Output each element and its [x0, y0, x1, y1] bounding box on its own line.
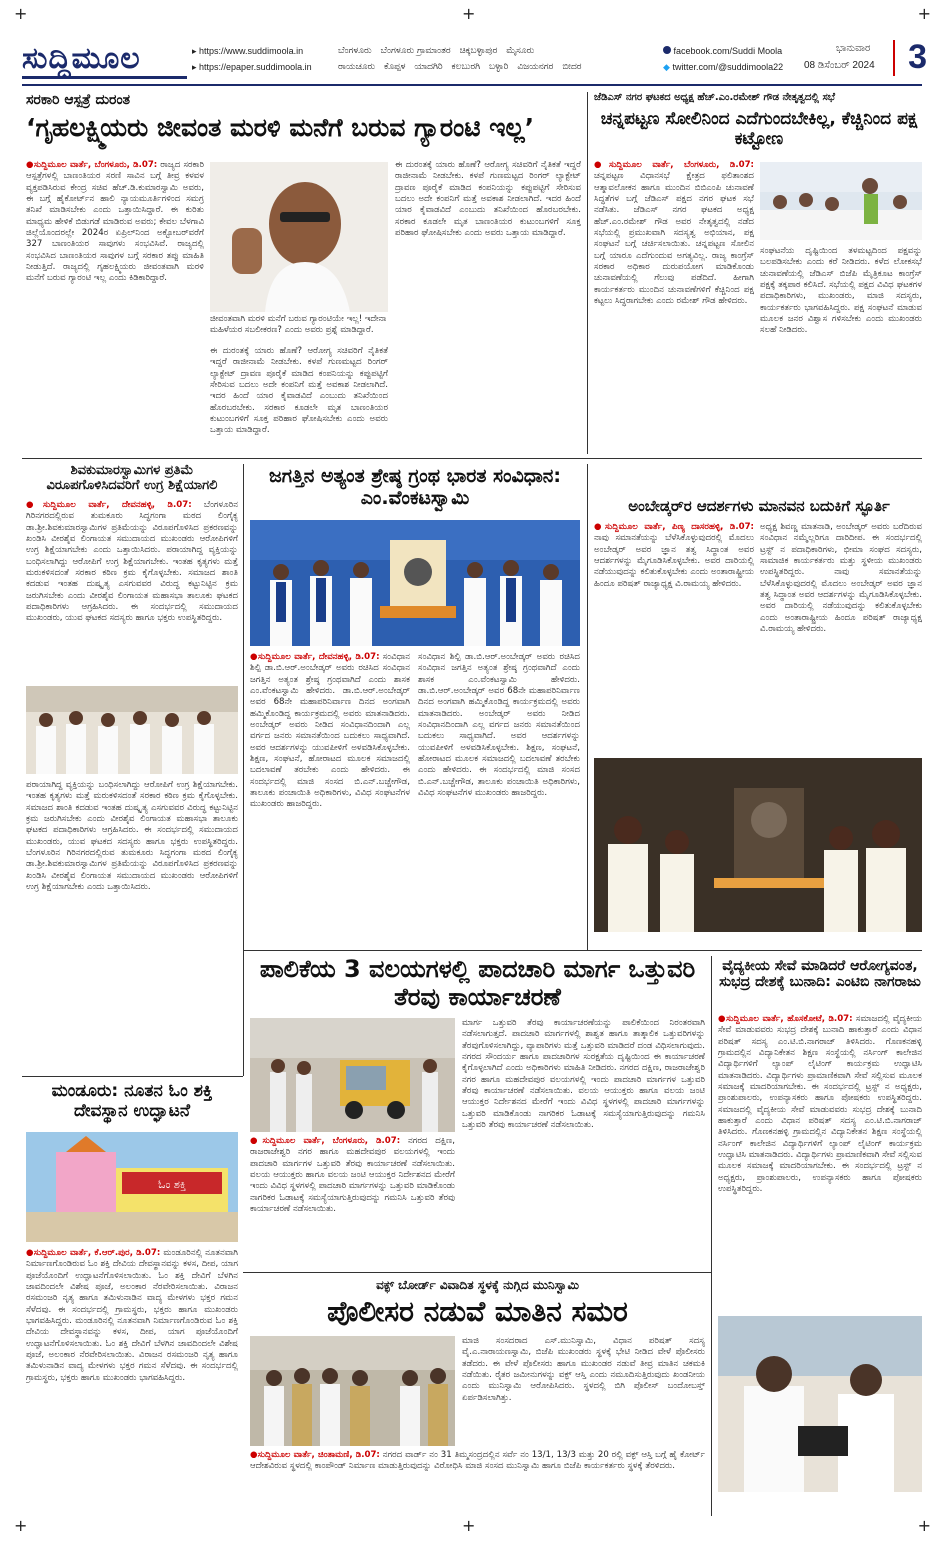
- temple-sign: ಓಂ ಶಕ್ತಿ: [158, 1178, 186, 1191]
- registration-mark-top-left: +: [14, 4, 28, 23]
- story6-body-right: ಮಾರ್ಗ ಒತ್ತುವರಿ ತೆರವು ಕಾರ್ಯಾಚರಣೆಯನ್ನು ಪಾಲಿಕೆಯಿಂದ ನಿರಂತರವಾಗಿ ನಡೆಸಲಾಗುತ್ತದೆ. ಪಾದಚಾರಿ ಮಾರ್ಗಗಳಲ್ಲಿ ಶಾಶ್ವತ ಹಾಗೂ ತಾತ್ಕಾಲಿಕ ಒತ್ತುವರಿಗಳನ್ನು ತೆರವುಗೊಳಿಸಲಾಗಿದ್ದು, ವ್ಯಾಪಾರಿಗಳು ಮತ್ತೆ ಒತ್ತುವರಿ ಮಾಡಿದರೆ ದಂಡ ವಿಧಿಸಲಾಗುವುದು. ನಗರದ ಸೌಂದರ್ಯ ಹಾಗೂ ಪಾದಚಾರಿಗಳ ಸುರಕ್ಷತೆಯ ದೃಷ್ಟಿಯಿಂದ ಈ ಕಾರ್ಯಾಚರಣೆ ಕೈಗೊಳ್ಳಲಾಗಿದೆ ಎಂದು ಅಧಿಕಾರಿಗಳು ಮಾಹಿತಿ ನೀಡಿದರು. ನಗರದ ದಕ್ಷಿಣ, ರಾಜರಾಜೇಶ್ವರಿ ನಗರ ಹಾಗೂ ಮಹದೇವಪುರ ವಲಯಗಳಲ್ಲಿ ಇಂದು ಪಾದಚಾರಿ ಮಾರ್ಗಗಳ ಒತ್ತುವರಿ ತೆರವು ಕಾರ್ಯಾಚರಣೆ ನಡೆಸಲಾಯಿತು. ವಲಯ ಆಯುಕ್ತರು ಹಾಗೂ ವಲಯ ಜಂಟಿ ಆಯುಕ್ತರ ನಿರ್ದೇಶನದ ಮೇರೆಗೆ ಇಂದು ವಿವಿಧ ಸ್ಥಳಗಳಲ್ಲಿ ಪಾದಚಾರಿ ಮಾರ್ಗಗಳನ್ನು ಒತ್ತುವರಿ ಮಾಡಿಕೊಂಡು ನಾಗರಿಕರ ಓಡಾಟಕ್ಕೆ ಸಮಸ್ಯೆಯಾಗುತ್ತಿರುವುದನ್ನು ಗಮನಿಸಿ ಒತ್ತುವರಿ ತೆರವು ಕಾರ್ಯಾಚರಣೆ ನಡೆಸಲಾಯಿತು.: [462, 1018, 705, 1131]
- story2-body-right: ಸಂಘಟನೆಯ ದೃಷ್ಟಿಯಿಂದ ತಳಮಟ್ಟದಿಂದ ಪಕ್ಷವನ್ನು ಬಲಪಡಿಸಬೇಕು ಎಂದು ಕರೆ ನೀಡಿದರು. ಕಳೆದ ಲೋಕಸಭೆ ಚುನಾವಣೆಯಲ್ಲಿ ಜೆಡಿಎಸ್ ಬಿಜೆಪಿ ಮೈತ್ರಿಕೂಟ ಕಾಂಗ್ರೆಸ್ ಪಕ್ಷಕ್ಕೆ ತಕ್ಕಪಾಠ ಕಲಿಸಿದೆ. ಸಭೆಯಲ್ಲಿ ಪಕ್ಷದ ವಿವಿಧ ಘಟಕಗಳ ಪದಾಧಿಕಾರಿಗಳು, ಮುಖಂಡರು, ಮಾಜಿ ಸದಸ್ಯರು, ಕಾರ್ಯಕರ್ತರು ಭಾಗವಹಿಸಿದ್ದರು. ಪಕ್ಷ ಸಂಘಟನೆ ಮಾಡುವ ಮೂಲಕ ಜನರ ವಿಶ್ವಾಸ ಗಳಿಸಬೇಕು ಎಂದು ಮುಖಂಡರು ಸಲಹೆ ನೀಡಿದರು.: [760, 246, 922, 336]
- story8-headline: ಮಂಡೂರು: ನೂತನ ಓಂ ಶಕ್ತಿ ದೇವಸ್ಥಾನ ಉದ್ಘಾಟನೆ: [51, 1081, 213, 1121]
- story2-photo-meeting: [760, 162, 922, 240]
- story5-photo-tribute: [594, 758, 922, 932]
- story2-headline: ಚನ್ನಪಟ್ಟಣ ಸೋಲಿನಿಂದ ಎದೆಗುಂದಬೇಕಿಲ್ಲ, ಕೆಚ್ಚಿನಿಂದ ಪಕ್ಷ ಕಟ್ಟೋಣ: [600, 109, 918, 149]
- registration-mark-top-right: +: [917, 4, 931, 23]
- story4-body-left: ●ಸುದ್ದಿಮೂಲ ವಾರ್ತೆ, ದೇವನಹಳ್ಳಿ, ಡಿ.07: ಸಂವಿಧಾನ ಶಿಲ್ಪಿ ಡಾ.ಬಿ.ಆರ್.ಅಂಬೇಡ್ಕರ್ ಅವರು ರಚಿಸಿದ ಸಂವಿಧಾನ ಜಗತ್ತಿನ ಅತ್ಯಂತ ಶ್ರೇಷ್ಠ ಗ್ರಂಥವಾಗಿದೆ ಎಂದು ಶಾಸಕ ಎಂ.ವೆಂಕಟಸ್ವಾಮಿ ಹೇಳಿದರು. ಡಾ.ಬಿ.ಆರ್.ಅಂಬೇಡ್ಕರ್ ಅವರ 68ನೇ ಮಹಾಪರಿನಿರ್ವಾಣ ದಿನದ ಅಂಗವಾಗಿ ಹಮ್ಮಿಕೊಂಡಿದ್ದ ಕಾರ್ಯಕ್ರಮದಲ್ಲಿ ಅವರು ಮಾತನಾಡಿದರು. ಅಂಬೇಡ್ಕರ್ ಅವರು ನೀಡಿದ ಸಂವಿಧಾನದಿಂದಾಗಿ ಎಲ್ಲ ವರ್ಗದ ಜನರು ಸಮಾನತೆಯಿಂದ ಬದುಕಲು ಸಾಧ್ಯವಾಗಿದೆ. ಅವರ ಆದರ್ಶಗಳನ್ನು ಯುವಪೀಳಿಗೆ ಅಳವಡಿಸಿಕೊಳ್ಳಬೇಕು. ಶಿಕ್ಷಣ, ಸಂಘಟನೆ, ಹೋರಾಟದ ಮೂಲಕ ಸಮಾಜದಲ್ಲಿ ಬದಲಾವಣೆ ತರಬೇಕು ಎಂದು ಹೇಳಿದರು. ಈ ಸಂದರ್ಭದಲ್ಲಿ ಮಾಜಿ ಸಂಸದ ಬಿ.ಎನ್.ಬಚ್ಚೇಗೌಡ, ತಾಲೂಕು ಪಂಚಾಯಿತಿ ಅಧಿಕಾರಿಗಳು, ವಿವಿಧ ಸಂಘಟನೆಗಳ ಮುಖಂಡರು ಹಾಜರಿದ್ದರು.: [250, 652, 410, 810]
- story7-headline: ವೈದ್ಯಕೀಯ ಸೇವೆ ಮಾಡಿದರೆ ಆರೋಗ್ಯವಂತ, ಸುಭದ್ರ ದೇಶಕ್ಕೆ ಬುನಾದಿ: ಎಂಟಿಬಿ ನಾಗರಾಜು: [719, 958, 921, 991]
- story8-body: ●ಸುದ್ದಿಮೂಲ ವಾರ್ತೆ, ಕೆ.ಆರ್.ಪುರ, ಡಿ.07: ಮಂಡೂರಿನಲ್ಲಿ ನೂತನವಾಗಿ ನಿರ್ಮಾಣಗೊಂಡಿರುವ ಓಂ ಶಕ್ತಿ ದೇವಿಯ ದೇವಸ್ಥಾನವನ್ನು ಕಳಸ, ದೀಪ, ಯಾಗ ಪೂಜೆಯೊಂದಿಗೆ ಉದ್ಘಾಟನೆಗೊಳಿಸಲಾಯಿತು. ಓಂ ಶಕ್ತಿ ದೇವಿಗೆ ಬೆಳಗಿನ ಜಾವದಿಂದಲೇ ವಿಶೇಷ ಪೂಜೆ, ಅಲಂಕಾರ ನೆರವೇರಿಸಲಾಯಿತು. ವಿರಾಜನ ರಸಮಂಜರಿ ನೃತ್ಯ ಹಾಗೂ ತಮಿಳುನಾಡಿನ ವಾದ್ಯ ಮೇಳಗಳು ಭಕ್ತರ ಗಮನ ಸೆಳೆದವು. ಈ ಸಂದರ್ಭದಲ್ಲಿ ಗ್ರಾಮಸ್ಥರು, ಭಕ್ತರು ಹಾಗೂ ಮುಖಂಡರು ಭಾಗವಹಿಸಿದ್ದರು. ಮಂಡೂರಿನಲ್ಲಿ ನೂತನವಾಗಿ ನಿರ್ಮಾಣಗೊಂಡಿರುವ ಓಂ ಶಕ್ತಿ ದೇವಿಯ ದೇವಸ್ಥಾನವನ್ನು ಕಳಸ, ದೀಪ, ಯಾಗ ಪೂಜೆಯೊಂದಿಗೆ ಉದ್ಘಾಟನೆಗೊಳಿಸಲಾಯಿತು. ಓಂ ಶಕ್ತಿ ದೇವಿಗೆ ಬೆಳಗಿನ ಜಾವದಿಂದಲೇ ವಿಶೇಷ ಪೂಜೆ, ಅಲಂಕಾರ ನೆರವೇರಿಸಲಾಯಿತು. ವಿರಾಜನ ರಸಮಂಜರಿ ನೃತ್ಯ ಹಾಗೂ ತಮಿಳುನಾಡಿನ ವಾದ್ಯ ಮೇಳಗಳು ಭಕ್ತರ ಗಮನ ಸೆಳೆದವು. ಈ ಸಂದರ್ಭದಲ್ಲಿ ಗ್ರಾಮಸ್ಥರು, ಭಕ್ತರು ಹಾಗೂ ಮುಖಂಡರು ಭಾಗವಹಿಸಿದ್ದರು.: [26, 1248, 238, 1383]
- story8-photo-temple: [26, 1132, 238, 1242]
- page-number-divider: [893, 40, 895, 76]
- story5-body-right: ಅಧ್ಯಕ್ಷ ಶಿವಣ್ಣ ಮಾತನಾಡಿ, ಅಂಬೇಡ್ಕರ್ ಅವರು ಬರೆದಿರುವ ಸಂವಿಧಾನ ನಮ್ಮೆಲ್ಲರಿಗೂ ದಾರಿದೀಪ. ಈ ಸಂದರ್ಭದಲ್ಲಿ ಟ್ರಸ್ಟ್ ನ ಪದಾಧಿಕಾರಿಗಳು, ಭೀಮಾ ಸಂಘದ ಸದಸ್ಯರು, ಸಾಮಾಜಿಕ ಕಾರ್ಯಕರ್ತರು ಮತ್ತು ಸ್ಥಳೀಯ ಮುಖಂಡರು ಉಪಸ್ಥಿತರಿದ್ದರು. ನಾವು ಸಮಾನತೆಯನ್ನು ಬೆಳೆಸಿಕೊಳ್ಳುವುದರಲ್ಲಿ ಮೊದಲು ಅಂಬೇಡ್ಕರ್ ಅವರ ಜ್ಞಾನ ತತ್ವ ಸಿದ್ಧಾಂತ ಅವರ ಆದರ್ಶಗಳನ್ನು ಮೈಗೂಡಿಸಿಕೊಳ್ಳಬೇಕು. ಅವರ ದಾರಿಯಲ್ಲಿ ನಡೆಯುವುದನ್ನು ಕಲಿತುಕೊಳ್ಳಬೇಕು ಎಂದು ಅಂತಾರಾಷ್ಟ್ರೀಯ ಹಿಂದೂ ಪರಿಷತ್ ರಾಜ್ಯಾಧ್ಯಕ್ಷ ವಿ.ರಾಮಯ್ಯ ಹೇಳಿದರು.: [760, 522, 922, 635]
- nav-item[interactable]: ಮೈಸೂರು: [506, 46, 535, 56]
- story1-dateline: ●ಸುದ್ದಿಮೂಲ ವಾರ್ತೆ, ಬೆಂಗಳೂರು, ಡಿ.07:: [26, 160, 158, 170]
- nav-item[interactable]: ಬೆಂಗಳೂರು ಗ್ರಾಮಾಂತರ: [380, 46, 451, 56]
- nav-item[interactable]: ಬಳ್ಳಾರಿ: [488, 62, 509, 72]
- nav-item[interactable]: ಚಿಕ್ಕಬಳ್ಳಾಪುರ: [459, 46, 498, 56]
- story1-caption: ಜೀವಂತವಾಗಿ ಮರಳಿ ಮನೆಗೆ ಬರುವ ಗ್ಯಾರಂಟಿಯೇ ಇಲ್ಲ! ಇದೇನಾ ಮಹಿಳೆಯರ ಸಬಲೀಕರಣ? ಎಂದು ಅವರು ಪ್ರಶ್ನೆ ಮಾಡಿದ್ದಾರೆ.: [210, 314, 387, 336]
- story6-photo-clearance: [250, 1018, 455, 1132]
- column-rule: [243, 464, 244, 1076]
- story9-kicker: ವಕ್ಫ್ ಬೋರ್ಡ್ ವಿವಾದಿತ ಸ್ಥಳಕ್ಕೆ ನುಗ್ಗಿದ ಮುನಿಸ್ವಾಮಿ: [376, 1278, 579, 1292]
- district-nav-row2: [338, 62, 588, 72]
- story1-photo-politician: [210, 162, 388, 312]
- twitter-icon: ◆: [663, 62, 670, 72]
- nav-item[interactable]: ಕಲಬುರಗಿ: [451, 62, 481, 72]
- issue-date: 08 ಡಿಸೆಂಬರ್ 2024: [804, 60, 875, 71]
- registration-mark-bottom-center: +: [462, 1516, 476, 1535]
- story6-body-left: ●ಸುದ್ದಿಮೂಲ ವಾರ್ತೆ, ಬೆಂಗಳೂರು, ಡಿ.07: ನಗರದ ದಕ್ಷಿಣ, ರಾಜರಾಜೇಶ್ವರಿ ನಗರ ಹಾಗೂ ಮಹದೇವಪುರ ವಲಯಗಳಲ್ಲಿ ಇಂದು ಪಾದಚಾರಿ ಮಾರ್ಗಗಳ ಒತ್ತುವರಿ ತೆರವು ಕಾರ್ಯಾಚರಣೆ ನಡೆಸಲಾಯಿತು. ವಲಯ ಆಯುಕ್ತರು ಹಾಗೂ ವಲಯ ಜಂಟಿ ಆಯುಕ್ತರ ನಿರ್ದೇಶನದ ಮೇರೆಗೆ ಇಂದು ವಿವಿಧ ಸ್ಥಳಗಳಲ್ಲಿ ಪಾದಚಾರಿ ಮಾರ್ಗಗಳನ್ನು ಒತ್ತುವರಿ ಮಾಡಿಕೊಂಡು ನಾಗರಿಕರ ಓಡಾಟಕ್ಕೆ ಸಮಸ್ಯೆಯಾಗುತ್ತಿರುವುದನ್ನು ಗಮನಿಸಿ ಒತ್ತುವರಿ ತೆರವು ಕಾರ್ಯಾಚರಣೆ ನಡೆಸಲಾಯಿತು.: [250, 1136, 455, 1215]
- district-nav-row1: [338, 46, 540, 56]
- story1-body-left: [26, 160, 204, 450]
- twitter-link[interactable]: ◆ twitter.com/@suddimoola22: [663, 62, 784, 72]
- story9-body-right: ಮಾಜಿ ಸಂಸದರಾದ ಎಸ್.ಮುನಿಸ್ವಾಮಿ, ವಿಧಾನ ಪರಿಷತ್ ಸದಸ್ಯ ವೈ.ಎ.ನಾರಾಯಣಸ್ವಾಮಿ, ಬಿಜೆಪಿ ಮುಖಂಡರು ಸ್ಥಳಕ್ಕೆ ಭೇಟಿ ನೀಡಿದ ವೇಳೆ ಪೊಲೀಸರು ತಡೆದರು. ಈ ವೇಳೆ ಪೊಲೀಸರು ಹಾಗೂ ಮುಖಂಡರ ನಡುವೆ ತೀವ್ರ ಮಾತಿನ ಚಕಮಕಿ ನಡೆಯಿತು. ರೈತರ ಜಮೀನುಗಳನ್ನು ವಕ್ಫ್ ಆಸ್ತಿ ಎಂದು ನಮೂದಿಸುತ್ತಿರುವುದು ಖಂಡನೀಯ ಎಂದು ಮುನಿಸ್ವಾಮಿ ಆರೋಪಿಸಿದರು. ಸ್ಥಳದಲ್ಲಿ ಬಿಗಿ ಪೊಲೀಸ್ ಬಂದೋಬಸ್ತ್ ಏರ್ಪಡಿಸಲಾಗಿತ್ತು.: [462, 1336, 705, 1403]
- story5-body-left: ●ಸುದ್ದಿಮೂಲ ವಾರ್ತೆ, ಪಿಣ್ಯ ದಾಸರಹಳ್ಳಿ, ಡಿ.07: ನಾವು ಸಮಾನತೆಯನ್ನು ಬೆಳೆಸಿಕೊಳ್ಳುವುದರಲ್ಲಿ ಮೊದಲು ಅಂಬೇಡ್ಕರ್ ಅವರ ಜ್ಞಾನ ತತ್ವ ಸಿದ್ಧಾಂತ ಅವರ ಆದರ್ಶಗಳನ್ನು ಮೈಗೂಡಿಸಿಕೊಳ್ಳಬೇಕು. ಅವರ ದಾರಿಯಲ್ಲಿ ನಡೆಯುವುದನ್ನು ಕಲಿತುಕೊಳ್ಳಬೇಕು ಎಂದು ಅಂತಾರಾಷ್ಟ್ರೀಯ ಹಿಂದೂ ಪರಿಷತ್ ರಾಜ್ಯಾಧ್ಯಕ್ಷ ವಿ.ರಾಮಯ್ಯ ಹೇಳಿದರು.: [594, 522, 754, 589]
- section-rule: [22, 458, 922, 459]
- nav-item[interactable]: ವಿಜಯನಗರ: [517, 62, 554, 72]
- registration-mark-bottom-right: +: [917, 1516, 931, 1535]
- issue-day: ಭಾನುವಾರ: [836, 43, 871, 54]
- story4-body-right: ಸಂವಿಧಾನ ಶಿಲ್ಪಿ ಡಾ.ಬಿ.ಆರ್.ಅಂಬೇಡ್ಕರ್ ಅವರು ರಚಿಸಿದ ಸಂವಿಧಾನ ಜಗತ್ತಿನ ಅತ್ಯಂತ ಶ್ರೇಷ್ಠ ಗ್ರಂಥವಾಗಿದೆ ಎಂದು ಶಾಸಕ ಎಂ.ವೆಂಕಟಸ್ವಾಮಿ ಹೇಳಿದರು. ಡಾ.ಬಿ.ಆರ್.ಅಂಬೇಡ್ಕರ್ ಅವರ 68ನೇ ಮಹಾಪರಿನಿರ್ವಾಣ ದಿನದ ಅಂಗವಾಗಿ ಹಮ್ಮಿಕೊಂಡಿದ್ದ ಕಾರ್ಯಕ್ರಮದಲ್ಲಿ ಅವರು ಮಾತನಾಡಿದರು. ಅಂಬೇಡ್ಕರ್ ಅವರು ನೀಡಿದ ಸಂವಿಧಾನದಿಂದಾಗಿ ಎಲ್ಲ ವರ್ಗದ ಜನರು ಸಮಾನತೆಯಿಂದ ಬದುಕಲು ಸಾಧ್ಯವಾಗಿದೆ. ಅವರ ಆದರ್ಶಗಳನ್ನು ಯುವಪೀಳಿಗೆ ಅಳವಡಿಸಿಕೊಳ್ಳಬೇಕು. ಶಿಕ್ಷಣ, ಸಂಘಟನೆ, ಹೋರಾಟದ ಮೂಲಕ ಸಮಾಜದಲ್ಲಿ ಬದಲಾವಣೆ ತರಬೇಕು ಎಂದು ಹೇಳಿದರು. ಈ ಸಂದರ್ಭದಲ್ಲಿ ಮಾಜಿ ಸಂಸದ ಬಿ.ಎನ್.ಬಚ್ಚೇಗೌಡ, ತಾಲೂಕು ಪಂಚಾಯಿತಿ ಅಧಿಕಾರಿಗಳು, ವಿವಿಧ ಸಂಘಟನೆಗಳ ಮುಖಂಡರು ಹಾಜರಿದ್ದರು.: [418, 652, 580, 799]
- nav-item[interactable]: ರಾಯಚೂರು: [338, 62, 376, 72]
- page-number: 3: [908, 38, 927, 76]
- story1-kicker: ಸರಕಾರಿ ಆಸ್ಪತ್ರೆ ದುರಂತ: [26, 92, 131, 108]
- story1-body-right: ಈ ದುರಂತಕ್ಕೆ ಯಾರು ಹೊಣೆ? ಆರೋಗ್ಯ ಸಚಿವರಿಗೆ ನೈತಿಕತೆ ಇದ್ದರೆ ರಾಜೀನಾಮೆ ನೀಡಬೇಕು. ಕಳಪೆ ಗುಣಮಟ್ಟದ ರಿಂಗರ್ ಲ್ಯಾಕ್ಟೇಟ್ ದ್ರಾವಣ ಪೂರೈಕೆ ಮಾಡಿದ ಕಂಪನಿಯನ್ನು ಕಪ್ಪುಪಟ್ಟಿಗೆ ಸೇರಿಸುವ ಬದಲು ಅದೇ ಕಂಪನಿಗೆ ಮತ್ತೆ ಅವಕಾಶ ನೀಡಲಾಗಿದೆ. ಇದರ ಹಿಂದೆ ಯಾರ ಕೈವಾಡವಿದೆ ಎಂಬುದು ತನಿಖೆಯಿಂದ ಹೊರಬರಬೇಕು. ಸರಕಾರ ಕೂಡಲೇ ಮೃತ ಬಾಣಂತಿಯರ ಕುಟುಂಬಗಳಿಗೆ ಸೂಕ್ತ ಪರಿಹಾರ ಘೋಷಿಸಬೇಕು ಎಂದು ಅವರು ಒತ್ತಾಯ ಮಾಡಿದ್ದಾರೆ.: [395, 160, 581, 239]
- story2-kicker: ಜೆಡಿಎಸ್ ನಗರ ಘಟಕದ ಅಧ್ಯಕ್ಷ ಹೆಚ್.ಎಂ.ರಮೇಶ್ ಗೌಡ ನೇತೃತ್ವದಲ್ಲಿ ಸಭೆ: [594, 92, 835, 103]
- nav-item[interactable]: ಬೆಂಗಳೂರು: [338, 46, 372, 56]
- section-rule: [243, 1272, 711, 1273]
- story4-headline: ಜಗತ್ತಿನ ಅತ್ಯಂತ ಶ್ರೇಷ್ಠ ಗ್ರಂಥ ಭಾರತ ಸಂವಿಧಾನ: ಎಂ.ವೆಂಕಟಸ್ವಾಮಿ: [269, 465, 561, 509]
- story1-body-left-text: ರಾಜ್ಯದ ಸರಕಾರಿ ಆಸ್ಪತ್ರೆಗಳಲ್ಲಿ ಬಾಣಂತಿಯರ ಸರಣಿ ಸಾವಿನ ಬಗ್ಗೆ ತೀವ್ರ ಕಳವಳ ವ್ಯಕ್ತಪಡಿಸಿರುವ ಕೇಂದ್ರ ಸಚಿವ ಹೆಚ್.ಡಿ.ಕುಮಾರಸ್ವಾಮಿ ಅವರು, ಈ ಬಗ್ಗೆ ಹೈಕೋರ್ಟ್‌ನ ಹಾಲಿ ನ್ಯಾಯಮೂರ್ತಿಗಳಿಂದ ಸಮಗ್ರ ತನಿಖೆ ಮಾಡಿಸಬೇಕು ಎಂದು ಒತ್ತಾಯಿಸಿದ್ದಾರೆ. ಈ ಕುರಿತು ಮಾಧ್ಯಮ ಹೇಳಿಕೆ ಬಿಡುಗಡೆ ಮಾಡಿರುವ ಅವರು; ಕೇವಲ ಬೆಳಗಾವಿ ಜಿಲ್ಲೆಯೊಂದರಲ್ಲೇ 2024ರ ಏಪ್ರಿಲ್‌ನಿಂದ ಅಕ್ಟೋಬರ್‌ವರೆಗೆ 327 ಬಾಣಂತಿಯರ ಸಾವುಗಳು ಸಂಭವಿಸಿವೆ. ರಾಜ್ಯದಲ್ಲಿ ಸಂಭವಿಸಿದ ಬಾಣಂತಿಯರ ಸಾವುಗಳ ಬಗ್ಗೆ ಸರಕಾರ ತಪ್ಪು ಮಾಹಿತಿ ನೀಡುತ್ತಿದೆ. ರಾಜ್ಯದಲ್ಲಿ ಗೃಹಲಕ್ಷ್ಮಿಯರು ಜೀವಂತವಾಗಿ ಮರಳಿ ಮನೆಗೆ ಬರುವ ಗ್ಯಾರಂಟಿ ಇಲ್ಲ ಎಂದು ಕಿಡಿಕಾರಿದ್ದಾರೆ.: [26, 160, 204, 284]
- story4-photo-ceremony: [250, 520, 580, 646]
- column-rule: [587, 464, 588, 950]
- column-rule: [587, 92, 588, 454]
- story7-body: ●ಸುದ್ದಿಮೂಲ ವಾರ್ತೆ, ಹೊಸಕೋಟೆ, ಡಿ.07: ಸಮಾಜದಲ್ಲಿ ವೈದ್ಯಕೀಯ ಸೇವೆ ಮಾಡುವವರು ಸುಭದ್ರ ದೇಶಕ್ಕೆ ಬುನಾದಿ ಹಾಕುತ್ತಾರೆ ಎಂದು ವಿಧಾನ ಪರಿಷತ್ ಸದಸ್ಯ ಎಂ.ಟಿ.ಬಿ.ನಾಗರಾಜ್ ತಿಳಿಸಿದರು. ಗೊಣಕನಹಳ್ಳಿ ಗ್ರಾಮದಲ್ಲಿನ ವಿದ್ಯಾನಿಕೇತನ ಶಿಕ್ಷಣ ಸಂಸ್ಥೆಯಲ್ಲಿ ನರ್ಸಿಂಗ್ ಕಾಲೇಜಿನ ವಿದ್ಯಾರ್ಥಿಗಳಿಗೆ ಲ್ಯಾಂಪ್ ಲೈಟಿಂಗ್ ಕಾರ್ಯಕ್ರಮ ಉದ್ಘಾಟಿಸಿ ಮಾತನಾಡಿದರು. ವಿದ್ಯಾರ್ಥಿಗಳು ಪ್ರಾಮಾಣಿಕವಾಗಿ ಸೇವೆ ಸಲ್ಲಿಸುವ ಮೂಲಕ ಸಮಾಜಕ್ಕೆ ಮಾದರಿಯಾಗಬೇಕು. ಈ ಸಂದರ್ಭದಲ್ಲಿ ಟ್ರಸ್ಟ್ ನ ಅಧ್ಯಕ್ಷರು, ಪ್ರಾಂಶುಪಾಲರು, ಉಪನ್ಯಾಸಕರು ಹಾಗೂ ಪೋಷಕರು ಉಪಸ್ಥಿತರಿದ್ದರು. ಸಮಾಜದಲ್ಲಿ ವೈದ್ಯಕೀಯ ಸೇವೆ ಮಾಡುವವರು ಸುಭದ್ರ ದೇಶಕ್ಕೆ ಬುನಾದಿ ಹಾಕುತ್ತಾರೆ ಎಂದು ವಿಧಾನ ಪರಿಷತ್ ಸದಸ್ಯ ಎಂ.ಟಿ.ಬಿ.ನಾಗರಾಜ್ ತಿಳಿಸಿದರು. ಗೊಣಕನಹಳ್ಳಿ ಗ್ರಾಮದಲ್ಲಿನ ವಿದ್ಯಾನಿಕೇತನ ಶಿಕ್ಷಣ ಸಂಸ್ಥೆಯಲ್ಲಿ ನರ್ಸಿಂಗ್ ಕಾಲೇಜಿನ ವಿದ್ಯಾರ್ಥಿಗಳಿಗೆ ಲ್ಯಾಂಪ್ ಲೈಟಿಂಗ್ ಕಾರ್ಯಕ್ರಮ ಉದ್ಘಾಟಿಸಿ ಮಾತನಾಡಿದರು. ವಿದ್ಯಾರ್ಥಿಗಳು ಪ್ರಾಮಾಣಿಕವಾಗಿ ಸೇವೆ ಸಲ್ಲಿಸುವ ಮೂಲಕ ಸಮಾಜಕ್ಕೆ ಮಾದರಿಯಾಗಬೇಕು. ಈ ಸಂದರ್ಭದಲ್ಲಿ ಟ್ರಸ್ಟ್ ನ ಅಧ್ಯಕ್ಷರು, ಪ್ರಾಂಶುಪಾಲರು, ಉಪನ್ಯಾಸಕರು ಹಾಗೂ ಪೋಷಕರು ಉಪಸ್ಥಿತರಿದ್ದರು.: [718, 1014, 922, 1195]
- story3-photo-group: [26, 686, 238, 774]
- story3-headline: ಶಿವಕುಮಾರಸ್ವಾಮಿಗಳ ಪ್ರತಿಮೆ ವಿರೂಪಗೊಳಿಸಿದವರಿಗೆ ಉಗ್ರ ಶಿಕ್ಷೆಯಾಗಲಿ: [46, 463, 218, 493]
- nav-item[interactable]: ಯಾದಗಿರಿ: [414, 62, 443, 72]
- registration-mark-bottom-left: +: [14, 1516, 28, 1535]
- story7-photo-lamp: [718, 1316, 922, 1492]
- story5-headline: ಅಂಬೇಡ್ಕರ್‌ರ ಆದರ್ಶಗಳು ಮಾನವನ ಬದುಕಿಗೆ ಸ್ಫೂರ್ತಿ: [628, 497, 890, 515]
- masthead-logo: ಸುದ್ದಿಮೂಲ: [22, 41, 141, 76]
- story3-body-bottom: ಪರಾಯಾಗಿದ್ದ ವ್ಯಕ್ತಿಯನ್ನು ಬಂಧಿಸಲಾಗಿದ್ದು ಆರೋಪಿಗೆ ಉಗ್ರ ಶಿಕ್ಷೆಯಾಗಬೇಕು. ಇಂತಹ ಕೃತ್ಯಗಳು ಮತ್ತೆ ಮರುಕಳಿಸದಂತೆ ಸರಕಾರ ಕಠಿಣ ಕ್ರಮ ಕೈಗೊಳ್ಳಬೇಕು. ಸಮಾಜದ ಶಾಂತಿ ಕದಡುವ ಇಂತಹ ದುಷ್ಕೃತ್ಯ ಎಸಗುವವರ ವಿರುದ್ಧ ಕಟ್ಟುನಿಟ್ಟಿನ ಕ್ರಮ ಜರುಗಿಸಬೇಕು ಎಂದು ವೀರಶೈವ ಲಿಂಗಾಯತ ಮಹಾಸಭಾ ತಾಲೂಕು ಘಟಕದ ಪದಾಧಿಕಾರಿಗಳು ಆಗ್ರಹಿಸಿದರು. ಈ ಸಂದರ್ಭದಲ್ಲಿ ಸಮುದಾಯದ ಮುಖಂಡರು, ಯುವ ಘಟಕದ ಸದಸ್ಯರು ಹಾಗೂ ಭಕ್ತರು ಉಪಸ್ಥಿತರಿದ್ದರು. ಬೆಂಗಳೂರಿನ ಗಿರಿನಗರದಲ್ಲಿರುವ ತುಮಕೂರು ಸಿದ್ಧಗಂಗಾ ಮಠದ ಲಿಂಗೈಕ್ಯ ಡಾ.ಶ್ರೀ.ಶಿವಕುಮಾರಸ್ವಾಮಿಗಳ ಪ್ರತಿಮೆಯನ್ನು ವಿರೂಪಗೊಳಿಸಿದ ಪ್ರಕರಣವನ್ನು ಖಂಡಿಸಿ ವೀರಶೈವ ಲಿಂಗಾಯತ ಸಮುದಾಯದ ಮುಖಂಡರು ಆರೋಪಿಗಳಿಗೆ ಉಗ್ರ ಶಿಕ್ಷೆಯಾಗಬೇಕು ಎಂದು ಒತ್ತಾಯಿಸಿದರು.: [26, 780, 238, 893]
- story2-body-left: ●ಸುದ್ದಿಮೂಲ ವಾರ್ತೆ, ಬೆಂಗಳೂರು, ಡಿ.07: ಚನ್ನಪಟ್ಟಣ ವಿಧಾನಸಭೆ ಕ್ಷೇತ್ರದ ಫಲಿತಾಂಶದ ಆತ್ಮಾವಲೋಕನ ಹಾಗೂ ಮುಂದಿನ ಬಿಬಿಎಂಪಿ ಚುನಾವಣೆ ಸಿದ್ಧತೆಗಳ ಬಗ್ಗೆ ಜೆಡಿಎಸ್ ಪಕ್ಷದ ನಗರ ಘಟಕ ಸಭೆ ನಡೆಸಿತು. ಜೆಡಿಎಸ್ ನಗರ ಘಟಕದ ಅಧ್ಯಕ್ಷ ಹೆಚ್.ಎಂ.ರಮೇಶ್ ಗೌಡ ಅವರ ನೇತೃತ್ವದಲ್ಲಿ ನಡೆದ ಸಭೆಯಲ್ಲಿ ಪ್ರಮುಖವಾಗಿ ಸದಸ್ಯತ್ವ ಅಭಿಯಾನ, ಪಕ್ಷ ಸಂಘಟನೆ ಬಗ್ಗೆ ಚರ್ಚಿಸಲಾಯಿತು. ಚನ್ನಪಟ್ಟಣ ಸೋಲಿನ ಬಗ್ಗೆ ಯಾರೂ ಎದೆಗುಂದುವ ಅಗತ್ಯವಿಲ್ಲ. ರಾಜ್ಯ ಕಾಂಗ್ರೆಸ್ ಸರಕಾರ ಅಧಿಕಾರ ದುರುಪಯೋಗ ಮಾಡಿಕೊಂಡು ಚುನಾವಣೆಯಲ್ಲಿ ಗೆಲುವು ಪಡೆದಿದೆ. ಹೀಗಾಗಿ ಕಾರ್ಯಕರ್ತರು ಮುಂದಿನ ಚುನಾವಣೆಗಳಿಗೆ ಕೆಚ್ಚಿನಿಂದ ಪಕ್ಷ ಕಟ್ಟಲು ಸಿದ್ಧರಾಗಬೇಕು ಎಂದು ರಮೇಶ್ ಗೌಡ ಹೇಳಿದರು.: [594, 160, 754, 307]
- story6-headline: ಪಾಲಿಕೆಯ 3 ವಲಯಗಳಲ್ಲಿ ಪಾದಚಾರಿ ಮಾರ್ಗ ಒತ್ತುವರಿ ತೆರವು ಕಾರ್ಯಾಚರಣೆ: [259, 955, 696, 1011]
- nav-item[interactable]: ಕೊಪ್ಪಳ: [383, 62, 406, 72]
- nav-item[interactable]: ಬೀದರ: [562, 62, 582, 72]
- story1-headline: ‘ಗೃಹಲಕ್ಷ್ಮಿಯರು ಜೀವಂತ ಮರಳಿ ಮನೆಗೆ ಬರುವ ಗ್ಯಾರಂಟಿ ಇಲ್ಲ’: [26, 113, 535, 142]
- story1-body-mid: ಈ ದುರಂತಕ್ಕೆ ಯಾರು ಹೊಣೆ? ಆರೋಗ್ಯ ಸಚಿವರಿಗೆ ನೈತಿಕತೆ ಇದ್ದರೆ ರಾಜೀನಾಮೆ ನೀಡಬೇಕು. ಕಳಪೆ ಗುಣಮಟ್ಟದ ರಿಂಗರ್ ಲ್ಯಾಕ್ಟೇಟ್ ದ್ರಾವಣ ಪೂರೈಕೆ ಮಾಡಿದ ಕಂಪನಿಯನ್ನು ಕಪ್ಪುಪಟ್ಟಿಗೆ ಸೇರಿಸುವ ಬದಲು ಅದೇ ಕಂಪನಿಗೆ ಮತ್ತೆ ಅವಕಾಶ ನೀಡಲಾಗಿದೆ. ಇದರ ಹಿಂದೆ ಯಾರ ಕೈವಾಡವಿದೆ ಎಂಬುದು ತನಿಖೆಯಿಂದ ಹೊರಬರಬೇಕು. ಸರಕಾರ ಕೂಡಲೇ ಮೃತ ಬಾಣಂತಿಯರ ಕುಟುಂಬಗಳಿಗೆ ಸೂಕ್ತ ಪರಿಹಾರ ಘೋಷಿಸಬೇಕು ಎಂದು ಅವರು ಒತ್ತಾಯ ಮಾಡಿದ್ದಾರೆ.: [210, 346, 388, 436]
- facebook-link[interactable]: facebook.com/Suddi Moola: [663, 46, 782, 56]
- facebook-icon: [663, 46, 671, 54]
- column-rule: [711, 956, 712, 1516]
- section-rule: [243, 950, 922, 951]
- site-url[interactable]: ▸ https://www.suddimoola.in: [192, 46, 304, 56]
- registration-mark-top-center: +: [462, 4, 476, 23]
- section-rule: [22, 1076, 243, 1077]
- epaper-url[interactable]: ▸ https://epaper.suddimoola.in: [192, 62, 312, 72]
- story9-photo-police: [250, 1336, 455, 1446]
- story3-body-top: ●ಸುದ್ದಿಮೂಲ ವಾರ್ತೆ, ದೇವನಹಳ್ಳಿ, ಡಿ.07: ಬೆಂಗಳೂರಿನ ಗಿರಿನಗರದಲ್ಲಿರುವ ತುಮಕೂರು ಸಿದ್ಧಗಂಗಾ ಮಠದ ಲಿಂಗೈಕ್ಯ ಡಾ.ಶ್ರೀ.ಶಿವಕುಮಾರಸ್ವಾಮಿಗಳ ಪ್ರತಿಮೆಯನ್ನು ವಿರೂಪಗೊಳಿಸಿದ ಪ್ರಕರಣವನ್ನು ಖಂಡಿಸಿ ವೀರಶೈವ ಲಿಂಗಾಯತ ಸಮುದಾಯದ ಮುಖಂಡರು ಆರೋಪಿಗಳಿಗೆ ಉಗ್ರ ಶಿಕ್ಷೆಯಾಗಬೇಕು ಎಂದು ಒತ್ತಾಯಿಸಿದರು. ಪರಾಯಾಗಿದ್ದ ವ್ಯಕ್ತಿಯನ್ನು ಬಂಧಿಸಲಾಗಿದ್ದು ಆರೋಪಿಗೆ ಉಗ್ರ ಶಿಕ್ಷೆಯಾಗಬೇಕು. ಇಂತಹ ಕೃತ್ಯಗಳು ಮತ್ತೆ ಮರುಕಳಿಸದಂತೆ ಸರಕಾರ ಕಠಿಣ ಕ್ರಮ ಕೈಗೊಳ್ಳಬೇಕು. ಸಮಾಜದ ಶಾಂತಿ ಕದಡುವ ಇಂತಹ ದುಷ್ಕೃತ್ಯ ಎಸಗುವವರ ವಿರುದ್ಧ ಕಟ್ಟುನಿಟ್ಟಿನ ಕ್ರಮ ಜರುಗಿಸಬೇಕು ಎಂದು ವೀರಶೈವ ಲಿಂಗಾಯತ ಮಹಾಸಭಾ ತಾಲೂಕು ಘಟಕದ ಪದಾಧಿಕಾರಿಗಳು ಆಗ್ರಹಿಸಿದರು. ಈ ಸಂದರ್ಭದಲ್ಲಿ ಸಮುದಾಯದ ಮುಖಂಡರು, ಯುವ ಘಟಕದ ಸದಸ್ಯರು ಹಾಗೂ ಭಕ್ತರು ಉಪಸ್ಥಿತರಿದ್ದರು.: [26, 500, 238, 624]
- masthead-rule: [22, 84, 922, 86]
- story9-headline: ಪೊಲೀಸರ ನಡುವೆ ಮಾತಿನ ಸಮರ: [327, 1295, 628, 1328]
- story9-body-left: ●ಸುದ್ದಿಮೂಲ ವಾರ್ತೆ, ಚಿಂತಾಮಣಿ, ಡಿ.07: ನಗರದ ವಾರ್ಡ್ ನಂ 31 ತಿಮ್ಮಸಂದ್ರದಲ್ಲಿನ ಸರ್ವೆ ನಂ 13/1, 13/3 ಮತ್ತು 20 ರಲ್ಲಿ ವಕ್ಫ್ ಆಸ್ತಿ ಬಗ್ಗೆ ಹೈ ಕೋರ್ಟ್ ಆದೇಶವಿರುವ ಸ್ಥಳದಲ್ಲಿ ಕಾಂಪೌಂಡ್ ನಿರ್ಮಾಣ ಮಾಡುತ್ತಿರುವುದನ್ನು ವಿರೋಧಿಸಿ ಮಾಜಿ ಸಂಸದ ಮುನಿಸ್ವಾಮಿ ಹಾಗೂ ಬಿಜೆಪಿ ಕಾರ್ಯಕರ್ತರು ಸ್ಥಳಕ್ಕೆ ತೆರಳಿದರು.: [250, 1450, 705, 1472]
- logo-underline: [22, 76, 187, 79]
